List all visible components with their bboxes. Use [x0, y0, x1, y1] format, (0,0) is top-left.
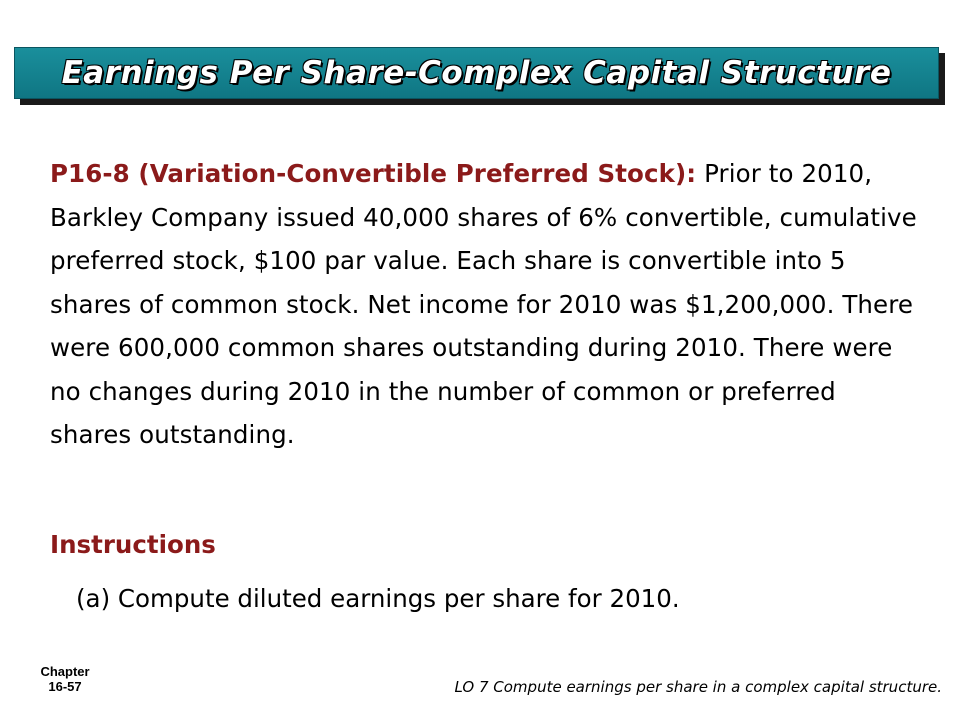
page-title: Earnings Per Share-Complex Capital Structure: [61, 55, 892, 91]
chapter-number: 16-57: [48, 679, 82, 694]
instructions-heading: Instructions: [50, 530, 216, 559]
problem-text: Prior to 2010, Barkley Company issued 40,000 shares of 6% convertible, cumulative preferred stock, $100 par value. Each share is convertible into 5 shares of common stock. Net income for 2010 was $1,200,000. There were 600,000 common shares outstanding during 2010. There were no changes during 2010 in the number of common or preferred shares outstanding.: [50, 159, 917, 449]
chapter-label-block: [30, 664, 100, 694]
problem-lead: P16-8 (Variation-Convertible Preferred Stock):: [50, 159, 697, 188]
problem-statement: [50, 152, 920, 457]
learning-objective: LO 7 Compute earnings per share in a complex capital structure.: [454, 678, 942, 696]
title-bar: [14, 47, 939, 99]
instruction-item-a: (a) Compute diluted earnings per share for 2010.: [76, 584, 680, 613]
chapter-label: Chapter: [40, 664, 90, 679]
